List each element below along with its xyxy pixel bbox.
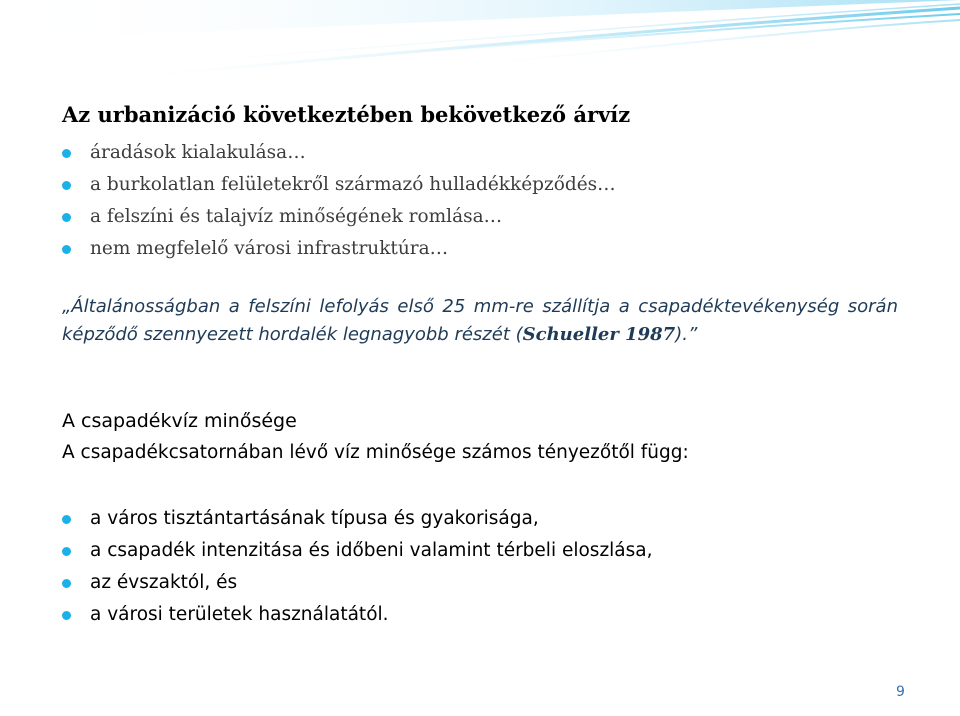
list-item xyxy=(62,201,616,233)
consequences-list xyxy=(62,137,616,265)
list-item-label: nem megfelelő városi infrastruktúra… xyxy=(90,238,449,259)
list-item-label: a városi területek használatától. xyxy=(90,604,389,625)
quote-citation: Schueller 1987 xyxy=(522,324,676,345)
list-item-label: a felszíni és talajvíz minőségének romlása… xyxy=(90,206,503,227)
list-item xyxy=(62,137,616,169)
bullet-dot-icon xyxy=(62,547,71,556)
bullet-dot-icon xyxy=(62,213,71,222)
list-item-label: a burkolatlan felületekről származó hulladékképződés… xyxy=(90,174,616,195)
list-item-label: áradások kialakulása… xyxy=(90,142,306,163)
page-number: 9 xyxy=(896,684,905,700)
list-item-label: az évszaktól, és xyxy=(90,572,238,593)
list-item-label: a csapadék intenzitása és időbeni valamint térbeli eloszlása, xyxy=(90,540,653,561)
header-wave-decoration xyxy=(0,0,960,100)
list-item xyxy=(62,567,653,599)
quote-paragraph xyxy=(62,293,898,349)
list-item xyxy=(62,169,616,201)
list-item-label: a város tisztántartásának típusa és gyakorisága, xyxy=(90,508,539,529)
list-item xyxy=(62,503,653,535)
bullet-dot-icon xyxy=(62,579,71,588)
section-intro: A csapadékcsatornában lévő víz minősége számos tényezőtől függ: xyxy=(62,442,689,463)
list-item xyxy=(62,535,653,567)
list-item xyxy=(62,233,616,265)
slide-title: Az urbanizáció következtében bekövetkező árvíz xyxy=(62,102,631,127)
section-heading: A csapadékvíz minősége xyxy=(62,410,297,432)
bullet-dot-icon xyxy=(62,611,71,620)
bullet-dot-icon xyxy=(62,149,71,158)
quote-text: „Általánosságban a felszíni lefolyás első 25 mm-re szállítja a csapadéktevékenység során képződő szennyezett hordalék legnagyobb részét ( xyxy=(62,296,898,345)
bullet-dot-icon xyxy=(62,515,71,524)
list-item xyxy=(62,599,653,631)
factors-list xyxy=(62,503,653,631)
bullet-dot-icon xyxy=(62,245,71,254)
bullet-dot-icon xyxy=(62,181,71,190)
quote-closing: ).” xyxy=(675,324,698,345)
